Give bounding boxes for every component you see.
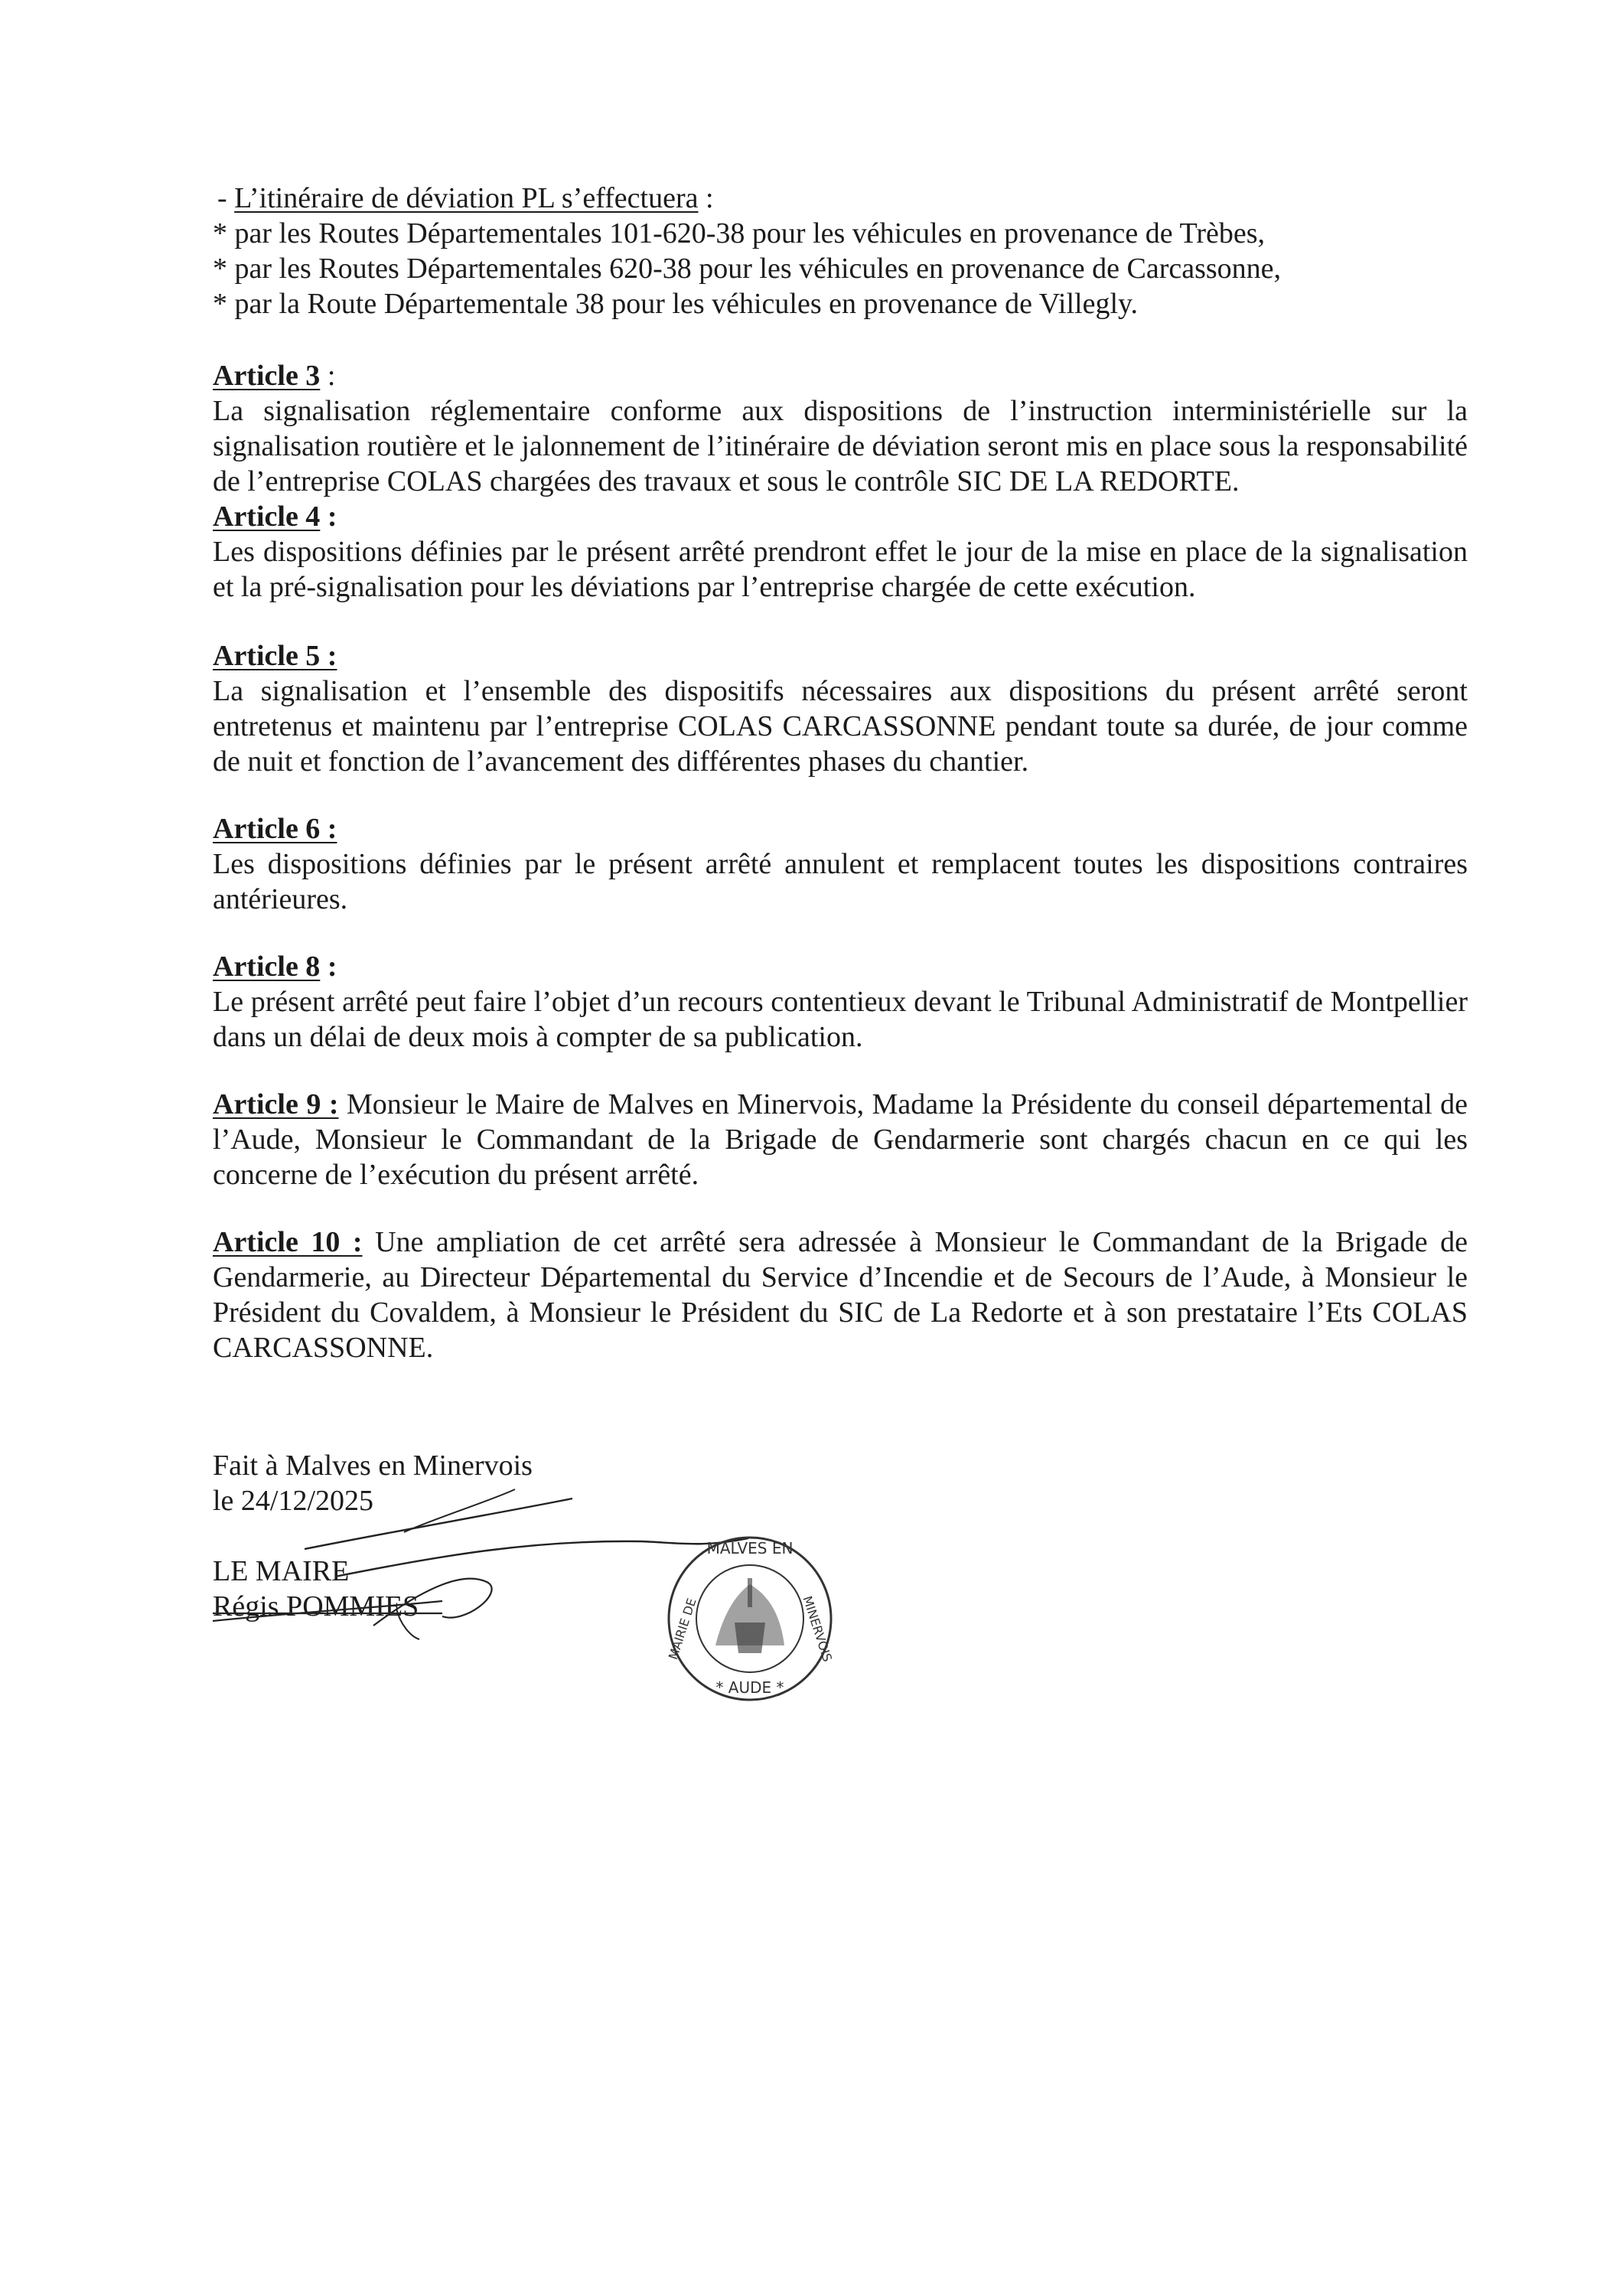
article-5 xyxy=(213,638,1468,779)
document-body xyxy=(213,181,1468,1365)
signature-date: le 24/12/2025 xyxy=(213,1485,374,1517)
itinerary-heading: - L’itinéraire de déviation PL s’effectuera : xyxy=(217,182,714,214)
article-text: Une ampliation de cet arrêté sera adressée à Monsieur le Commandant de la Brigade de Gendarmerie, au Directeur Départemental du Service d’Incendie et de Secours de l’Aude, à Monsieur le Président du Covaldem, à Monsieur le Président du SIC de La Redorte et à son prestataire l’Ets COLAS CARCASSONNE. xyxy=(213,1226,1468,1364)
article-text: La signalisation réglementaire conforme aux dispositions de l’instruction interministérielle sur la signalisation routière et le jalonnement de l’itinéraire de déviation seront mis en place sous la responsabilité de l’entreprise COLAS chargées des travaux et sous le contrôle SIC DE LA REDORTE. xyxy=(213,395,1468,497)
article-text: Le présent arrêté peut faire l’objet d’un recours contentieux devant le Tribunal Administratif de Montpellier dans un délai de deux mois à compter de sa publication. xyxy=(213,986,1468,1053)
svg-text:MAIRIE DE: MAIRIE DE xyxy=(665,1596,699,1662)
article-title: Article 10 : xyxy=(213,1226,363,1258)
article-4: Article 4 : Les dispositions définies par le présent arrêté prendront effet le jour de la mise en place de la signalisation et la pré-signalisation pour les déviations par l’entreprise chargée de cette exécution. xyxy=(213,501,1468,603)
article-title: Article 4 xyxy=(213,501,321,533)
article-9 xyxy=(213,1087,1468,1192)
svg-text:MINERVOIS: MINERVOIS xyxy=(800,1594,836,1664)
article-text: Les dispositions définies par le présent arrêté prendront effet le jour de la mise en place de la signalisation et la pré-signalisation pour les déviations par l’entreprise chargée de cette exécution. xyxy=(213,536,1468,603)
itinerary-item: * par les Routes Départementales 101-620-38 pour les véhicules en provenance de Trèbes, xyxy=(213,217,1265,249)
article-8: Article 8 : Le présent arrêté peut faire l’objet d’un recours contentieux devant le Tribunal Administratif de Montpellier dans un délai de deux mois à compter de sa publication. xyxy=(213,951,1468,1053)
article-text: Les dispositions définies par le présent arrêté annulent et remplacent toutes les dispositions contraires antérieures. xyxy=(213,848,1468,915)
article-title: Article 6 : xyxy=(213,813,337,845)
signature-role: LE MAIRE xyxy=(213,1555,350,1587)
mairie-seal xyxy=(662,1531,838,1707)
itinerary-item: * par la Route Départementale 38 pour les véhicules en provenance de Villegly. xyxy=(213,288,1139,320)
article-title: Article 8 xyxy=(213,951,321,983)
article-text: La signalisation et l’ensemble des dispositifs nécessaires aux dispositions du présent arrêté seront entretenus et maintenu par l’entreprise COLAS CARCASSONNE pendant toute sa durée, de jour comme de nuit et fonction de l’avancement des différentes phases du chantier. xyxy=(213,675,1468,778)
signature-block xyxy=(213,1448,901,1708)
signature-place: Fait à Malves en Minervois xyxy=(213,1450,533,1482)
article-text: Monsieur le Maire de Malves en Minervois, Madame la Présidente du conseil départemental de l’Aude, Monsieur le Commandant de la Brigade de Gendarmerie sont chargés chacun en ce qui les concerne de l’exécution du présent arrêté. xyxy=(213,1088,1468,1191)
article-title: Article 3 xyxy=(213,360,321,392)
article-10 xyxy=(213,1225,1468,1365)
signature-name: Régis POMMIES xyxy=(213,1590,419,1623)
itinerary-item: * par les Routes Départementales 620-38 pour les véhicules en provenance de Carcassonne, xyxy=(213,253,1282,285)
deviation-itinerary xyxy=(213,181,1468,321)
itinerary-heading-underlined: L’itinéraire de déviation PL s’effectuera xyxy=(234,182,699,214)
article-3: Article 3 : La signalisation réglementaire conforme aux dispositions de l’instruction interministérielle sur la signalisation routière et le jalonnement de l’itinéraire de déviation seront mis en place sous la responsabilité de l’entreprise COLAS chargées des travaux et sous le contrôle SIC DE LA REDORTE. xyxy=(213,360,1468,497)
article-6 xyxy=(213,811,1468,917)
article-title: Article 9 : xyxy=(213,1088,339,1120)
svg-text:* AUDE *: * AUDE * xyxy=(715,1678,784,1697)
article-title: Article 5 : xyxy=(213,640,337,672)
svg-text:MALVES EN: MALVES EN xyxy=(706,1539,794,1557)
